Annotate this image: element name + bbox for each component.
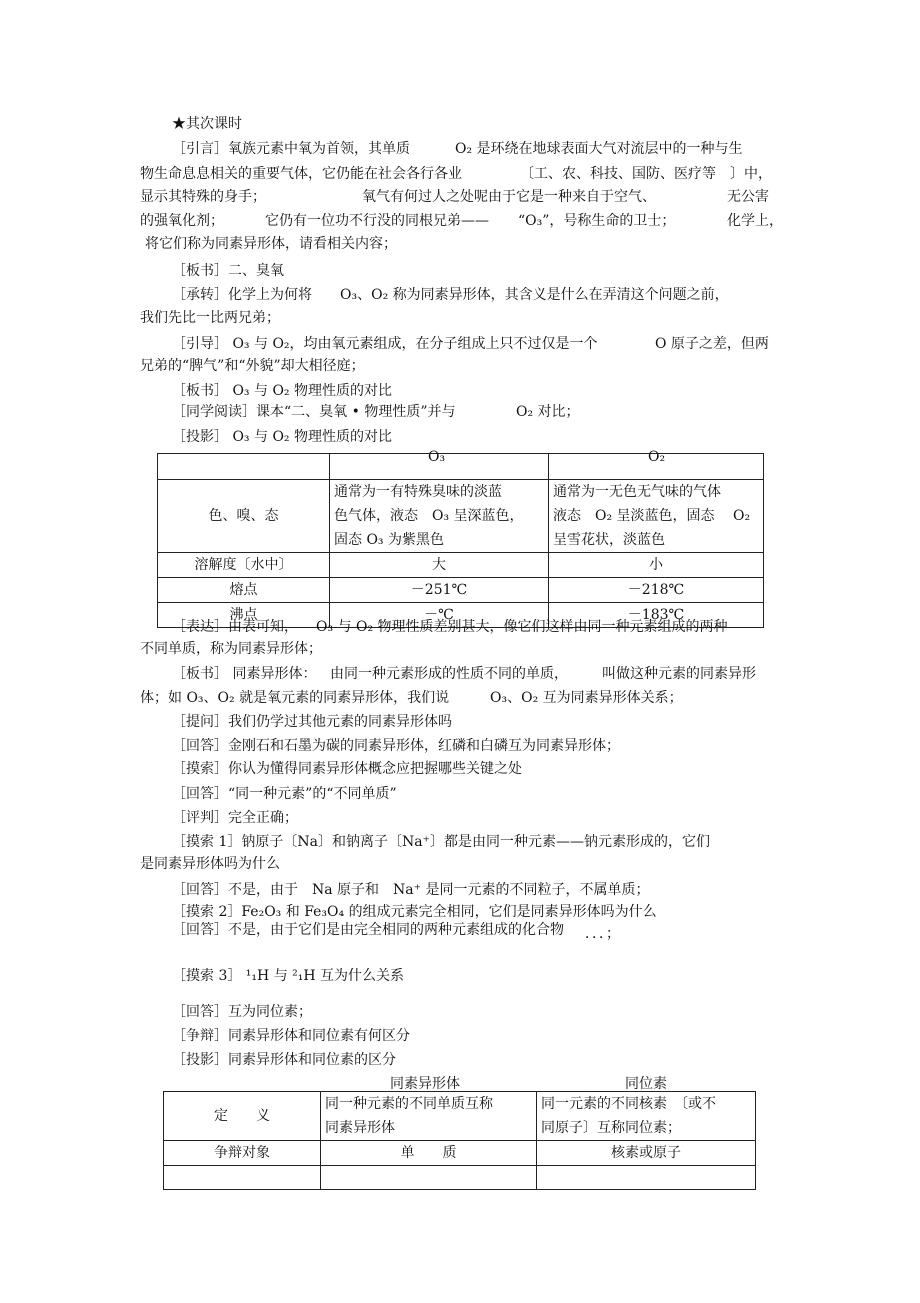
allotrope-isotope-table bbox=[163, 1091, 756, 1190]
transition-line-a: ［承转］化学上为何将 bbox=[172, 287, 312, 303]
table2-col-allotrope: 同素异形体 bbox=[390, 1076, 460, 1092]
cell-o3: 通常为一有特殊臭味的淡蓝 色气体，液态 O₃ 呈深蓝色， 固态 O₃ 为紫黑色 bbox=[330, 480, 549, 553]
board-def-b: 由同一种元素形成的性质不同的单质， bbox=[330, 666, 568, 682]
intro-line-3b: 氧气有何过人之处呢由于它是一种来自于空气、 bbox=[362, 189, 656, 205]
guide-line-b: O 原子之差，但两 bbox=[655, 336, 769, 352]
board-ozone: ［板书］二、臭氧 bbox=[172, 263, 284, 279]
cell-isotope: 核素或原子 bbox=[537, 1141, 756, 1166]
cell-o2: －183℃ bbox=[549, 603, 764, 628]
express-line-2: 不同单质，称为同素异形体； bbox=[140, 641, 322, 657]
explore-line: ［摸索］你认为懂得同素异形体概念应把握哪些关键之处 bbox=[172, 761, 522, 777]
express-line-b: O₃ 与 O₂ 物理性质差别甚大，像它们这样由同一种元素组成的两种 bbox=[316, 619, 728, 635]
row-label: 定 义 bbox=[164, 1092, 321, 1141]
guide-line-a: ［引导］ O₃ 与 O₂，均由氧元素组成，在分子组成上只不过仅是一个 bbox=[172, 336, 598, 352]
guide-line-2: 兄弟的“脾气”和“外貌”却大相径庭； bbox=[140, 358, 365, 374]
table-row bbox=[158, 553, 764, 578]
cell-isotope: 同一元素的不同核素 〔或不 同原子〕互称同位素； bbox=[537, 1092, 756, 1141]
table-row bbox=[158, 454, 764, 480]
question-line: ［提问］我们仍学过其他元素的同素异形体吗 bbox=[172, 714, 452, 730]
table-row bbox=[158, 480, 764, 553]
board-def-2a: 体；如 O₃、O₂ 就是氧元素的同素异形体，我们说 bbox=[140, 690, 450, 706]
physical-properties-table bbox=[157, 453, 764, 628]
intro-line-4a: 的强氧化剂； bbox=[140, 213, 224, 229]
table-row bbox=[164, 1092, 756, 1141]
row-label: 争辩对象 bbox=[164, 1141, 321, 1166]
answer-line-4: ［回答］不是，由于它们是由完全相同的两种元素组成的化合物 bbox=[172, 922, 564, 938]
answer-line-2: ［回答］“同一种元素”的“不同单质” bbox=[172, 786, 397, 802]
table1-col-o3: O₃ bbox=[428, 449, 446, 465]
intro-line-4d: 化学上， bbox=[727, 213, 783, 229]
intro-line-5: 将它们称为同素异形体，请看相关内容； bbox=[145, 236, 397, 252]
cell-o3: －251℃ bbox=[330, 578, 549, 603]
evaluate-line: ［评判］完全正确； bbox=[172, 810, 298, 826]
row-label: 溶解度〔水中〕 bbox=[158, 553, 330, 578]
section-heading: ★其次课时 bbox=[172, 116, 242, 132]
cell-allotrope: 同一种元素的不同单质互称 同素异形体 bbox=[321, 1092, 537, 1141]
row-label: 沸点 bbox=[158, 603, 330, 628]
table1-col-o2: O₂ bbox=[648, 449, 666, 465]
emphasis-dots: ．．．； bbox=[585, 926, 620, 942]
board-compare: ［板书］ O₃ 与 O₂ 物理性质的对比 bbox=[172, 383, 392, 399]
cell-o2: －218℃ bbox=[549, 578, 764, 603]
debate-line: ［争辩］同素异形体和同位素有何区分 bbox=[172, 1028, 410, 1044]
cell-o2: 小 bbox=[549, 553, 764, 578]
cell-o3: －℃ bbox=[330, 603, 549, 628]
board-def-2b: O₃、O₂ 互为同素异形体关系； bbox=[490, 690, 683, 706]
explore-3-line: ［摸索 3］ ¹₁H 与 ²₁H 互为什么关系 bbox=[172, 968, 405, 984]
board-def-a: ［板书］ 同素异形体： bbox=[172, 666, 317, 682]
table2-col-isotope: 同位素 bbox=[625, 1076, 667, 1092]
board-def-c: 叫做这种元素的同素异形 bbox=[602, 666, 756, 682]
intro-line-2b: 〔工、农、科技、国防、医疗等 〕中， bbox=[520, 166, 772, 182]
explore-2-line: ［摸索 2］Fe₂O₃ 和 Fe₃O₄ 的组成元素完全相同，它们是同素异形体吗为什么 bbox=[172, 904, 657, 920]
intro-line-3a: 显示其特殊的身手； bbox=[140, 189, 266, 205]
cell-o2: 通常为一无色无气味的气体 液态 O₂ 呈淡蓝色，固态 O₂ 呈雪花状，淡蓝色 bbox=[549, 480, 764, 553]
explore-1-line: ［摸索 1］钠原子〔Na〕和钠离子〔Na⁺〕都是由同一种元素——钠元素形成的，它们 bbox=[172, 834, 710, 850]
intro-line-1b: O₂ 是环绕在地球表面大气对流层中的一种与生 bbox=[455, 141, 743, 157]
answer-line-3: ［回答］不是，由于 Na 原子和 Na⁺ 是同一元素的不同粒子，不属单质； bbox=[172, 882, 650, 898]
intro-line-3c: 无公害 bbox=[727, 189, 769, 205]
intro-line-4c: “O₃”，号称生命的卫士； bbox=[518, 213, 676, 229]
transition-line-2: 我们先比一比两兄弟； bbox=[140, 310, 280, 326]
cell-allotrope: 单 质 bbox=[321, 1141, 537, 1166]
intro-line-2a: 物生命息息相关的重要气体，它仍能在社会各行各业 bbox=[140, 166, 462, 182]
table-row bbox=[164, 1166, 756, 1190]
reading-line-b: O₂ 对比； bbox=[516, 404, 580, 420]
answer-line-1: ［回答］金刚石和石墨为碳的同素异形体，红磷和白磷互为同素异形体； bbox=[172, 738, 620, 754]
intro-line-4b: 它仍有一位功不行没的同根兄弟—— bbox=[265, 213, 489, 229]
cell-o3: 大 bbox=[330, 553, 549, 578]
express-line-a: ［表达］由表可知， bbox=[172, 619, 298, 635]
explore-1-line-2: 是同素异形体吗为什么 bbox=[140, 856, 280, 872]
row-label: 熔点 bbox=[158, 578, 330, 603]
projection-compare: ［投影］ O₃ 与 O₂ 物理性质的对比 bbox=[172, 429, 392, 445]
answer-line-5: ［回答］互为同位素； bbox=[172, 1004, 312, 1020]
projection-diff: ［投影］同素异形体和同位素的区分 bbox=[172, 1052, 396, 1068]
row-label: 色、嗅、态 bbox=[158, 480, 330, 553]
table-row bbox=[158, 578, 764, 603]
transition-line-b: O₃、O₂ 称为同素异形体，其含义是什么在弄清这个问题之前， bbox=[340, 287, 729, 303]
reading-line-a: ［同学阅读］课本“二、臭氧 • 物理性质”并与 bbox=[172, 404, 456, 420]
table-row bbox=[164, 1141, 756, 1166]
intro-line-1a: ［引言］氧族元素中氧为首领，其单质 bbox=[172, 141, 410, 157]
